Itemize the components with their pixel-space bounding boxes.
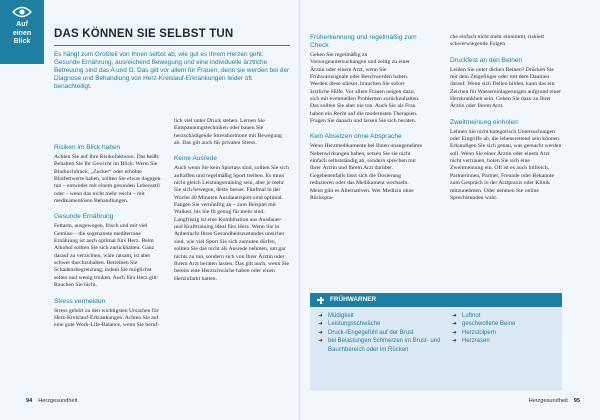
heading-stress: Stress vermeiden	[54, 297, 106, 305]
intro-paragraph: Es hängt zum Großteil von Ihnen selbst ab, wie gut es Ihrem Herzen geht. Gesunde Ernährung, ausreichend Bewegung und eine individuelle ärztliche Betreuung sind das A und O. Das gilt vor allem für Frauen, denn sie werden bei der Diagnose und Behandlung von Herz-Kreislauf-Erkrankungen leider oft benachteiligt.	[54, 51, 290, 91]
paragraph-ernaehrung: Fettarm, ausgewogen, frisch und mit viel Gemüse – die sogenannte mediterrane Ernährung ist auch optimal fürs Herz. Beim Alkohol sollten Sie sich zurückhalten. Ganz darauf zu verzichten, wäre ratsam, ist aber schwer durchzuhalten. Betreiben Sie Schadensbegrenzung, indem Sie möglichst selten und wenig trinken. Auch fürs Herz gilt: Rauchen Sie nicht.	[54, 223, 159, 289]
fruehwarner-title: FRÜHWARNER	[330, 296, 377, 303]
list-item: ➜ bei Belastungen Schmerzen im Brust- und Bauchbereich oder im Rücken	[318, 337, 442, 354]
fruehwarner-header	[310, 293, 562, 307]
list-item: ➜ Druck-/Engegefühl auf der Brust	[318, 329, 442, 337]
eye-icon	[12, 6, 32, 18]
heading-beine: Druckfest an den Beinen	[450, 56, 523, 64]
list-item: ➜ geschwollene Beine	[452, 320, 556, 328]
page-number-right: 95	[573, 398, 580, 404]
paragraph-absetzen: Wenn Herzmedikamente bei Ihnen unangenehme Nebenwirkungen haben, setzen Sie sie nicht einfach selbstständig ab, sondern sprechen mit Ihrer Ärztin und Ihrem Arzt darüber. Gegebenenfalls lässt sich die Dosierung reduzieren oder das Medikament wechseln. Meist gibt es Alternativen. Wer Medizin ohne Rückspra-	[310, 143, 422, 201]
list-item: ➜ Herzstolpern	[452, 329, 556, 337]
fruehwarner-list-right	[452, 312, 556, 346]
footer-left	[20, 398, 77, 404]
title-rule	[54, 45, 290, 46]
page-gutter	[299, 0, 301, 420]
tab-line-1: Auf	[16, 21, 28, 28]
column-1	[54, 144, 166, 330]
paragraph-zweitmeinung: Lehnen Sie nicht kategorisch Untersuchungen oder Eingriffe ab, die lebensrettend sein können. Erkundigen Sie sich genau, was gemacht werden soll. Wenn Sie einer Ärztin oder einem Arzt nicht vertrauen, holen Sie sich eine Zweitmeinung ein. Oft ist es auch hilfreich, Partnerinnen, Partner, Freunde oder Bekannte zum Gespräch in der Arztpraxis oder Klinik mitzunehmen. Oder nehmen Sie online Sprechstunden wahr.	[450, 128, 562, 201]
running-title-right: Herzgesundheit	[528, 398, 568, 404]
at-a-glance-tab	[0, 0, 44, 64]
page-number-left: 94	[26, 398, 33, 404]
paragraph-beine: Leiden Sie unter dicken Beinen? Drücken Sie mit dem Zeigefinger oder mit dem Daumen darauf. Wenn sich Dellen bilden, kann das ein Zeichen für Wassereinlagerungen aufgrund einer Herzkrankheit sein. Gehen Sie dazu zu Ihrer Ärztin oder Ihrem Arzt.	[450, 66, 561, 110]
plus-icon	[314, 293, 326, 307]
heading-frueherkennung: Früherkennung und regelmäßig zum Check	[310, 34, 417, 49]
tab-line-2: einen	[12, 29, 32, 37]
list-item: ➜ Herzrasen	[452, 337, 556, 345]
list-item: ➜ Luftnot	[452, 312, 556, 320]
paragraph-frueherkennung: Gehen Sie regelmäßig zu Vorsorgeuntersuchungen und zeitig zu einer Ärztin oder einem Arzt, wenn Sie Frühwarnsignale oder Beschwerden haben. Werden diese stärker, brauchen Sie sofort ärztliche Hilfe. Vor allem Frauen neigen dazu, sich mit eventuellen Problemen zurückzuhalten. Das sollten Sie aber nie tun. Auch Sie als Frau haben ein Recht auf die modernsten Therapien. Fragen Sie danach und lassen Sie sich beraten.	[310, 52, 420, 125]
column-2	[174, 118, 290, 283]
footer-right	[529, 398, 586, 404]
column-3	[310, 34, 422, 202]
list-item: ➜ Leistungsschwäche	[318, 320, 442, 328]
paragraph-risiken: Achten Sie auf Ihre Risikofaktoren. Das heißt: Behalten Sie Ihr Gewicht im Blick. Wenn Sie Bluthochdruck, „Zucker“ oder erhöhte Blutfettwerte haben, sollten Sie etwas dagegen tun – entweder mit einem gesunden Lebensstil oder – wenn das nicht mehr reicht – mit medikamentösen Behandlungen.	[54, 154, 161, 205]
heading-absetzen: Kein Absetzen ohne Absprache	[310, 133, 402, 141]
list-item: ➜ Müdigkeit	[318, 312, 442, 320]
column-4	[450, 34, 562, 202]
paragraph-stress-cont: lich viel unter Druck stehen. Lernen Sie Entspannungstechniken oder bauen Sie herzschädigende Stresshormone mit Bewegung ab. Das gilt auch für privaten Stress.	[174, 118, 282, 147]
paragraph-absetzen-cont: che einfach nicht mehr einnimmt, riskiert schwerwiegende Folgen.	[450, 34, 545, 48]
running-title-left: Herzgesundheit	[38, 398, 78, 404]
fruehwarner-box	[310, 293, 562, 391]
heading-risiken: Risiken im Blick haben	[54, 144, 121, 151]
heading-zweitmeinung: Zweitmeinung einholen	[450, 118, 518, 126]
paragraph-stress: Stress gehört zu den wichtigsten Ursachen für Herz-Kreislauf-Erkrankungen. Achten Sie auf eine gute Work-Life-Balance, wenn Sie beruf-	[54, 307, 160, 329]
page-title: DAS KÖNNEN SIE SELBST TUN	[54, 28, 234, 40]
tab-line-3: Blick	[13, 38, 31, 45]
fruehwarner-body	[310, 307, 562, 391]
heading-ausrede: Keine Ausrede	[174, 155, 217, 163]
heading-ernaehrung: Gesunde Ernährung	[54, 213, 114, 221]
fruehwarner-list-left	[318, 312, 442, 354]
paragraph-ausrede: Auch wenn Sie kein Sportass sind, sollten Sie sich aufraffen und regelmäßig Sport treiben. Es muss nicht gleich Leistungstraining sein, aber je mehr Sie sich bewegen, desto besser. Fünfmal in der Woche 40 Minuten Ausdauersport sind optimal. Fangen Sie vernünftig an – zum Beispiel mit Walken, bis Sie fit genug für mehr sind. Langfristig ist eine Kombination aus Ausdauer- und Krafttraining ideal fürs Herz. Wenn Sie in Anbetracht Ihres Gesundheitszustandes unsicher sind, wie viel Sport Sie sich zumuten dürfen, sollten Sie das nicht als Ausrede nehmen, um gar nichts zu tun, sondern sich von Ihrer Ärztin oder Ihrem Arzt beraten lassen. Das gilt auch, wenn Sie bereits eine Herzschwäche haben oder einen Herzinfarkt hatten.	[174, 165, 289, 282]
